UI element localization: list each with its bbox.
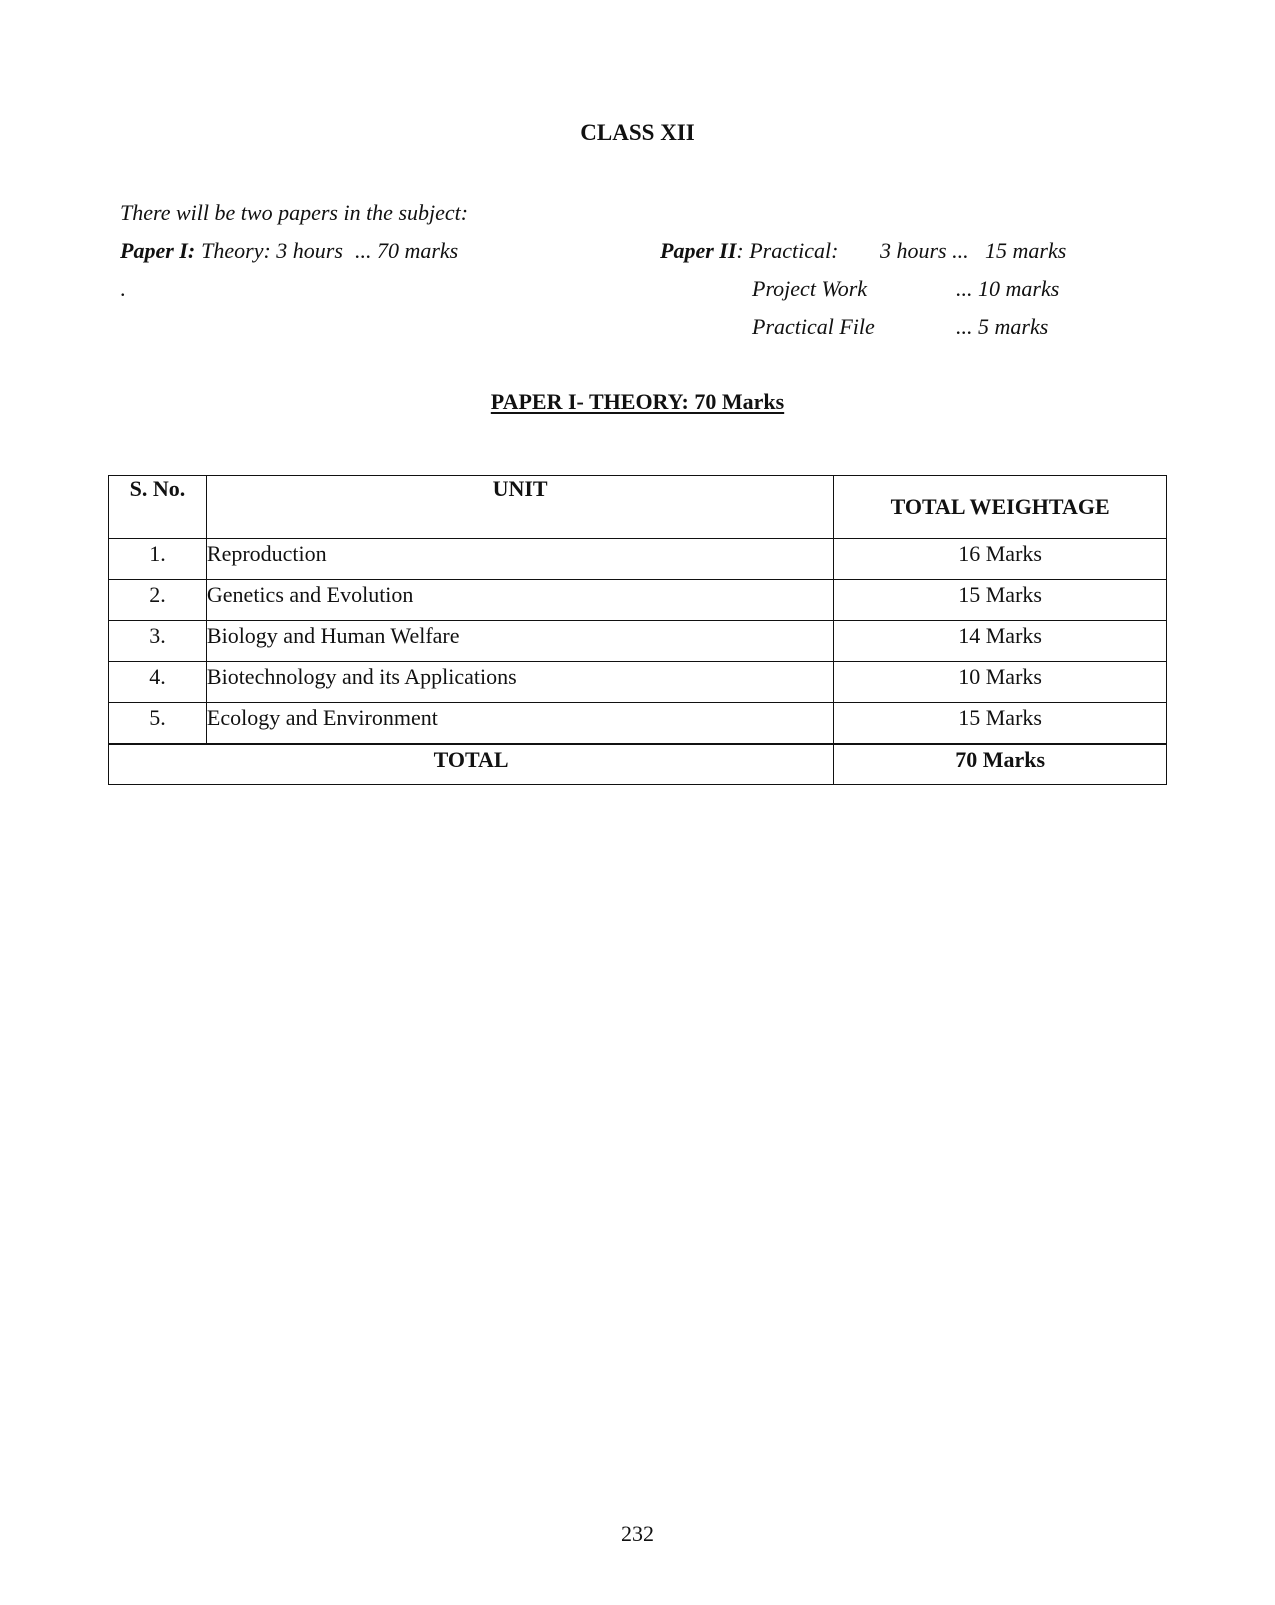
intro-text: There will be two papers in the subject: [120, 200, 469, 225]
theory-heading: PAPER I- THEORY: 70 Marks [490, 389, 785, 414]
paper-1-label: Paper I: [120, 238, 196, 263]
row-weightage: 16 Marks [834, 539, 1167, 580]
paper-2-line [660, 238, 838, 264]
table-row [109, 539, 1167, 580]
table-row [109, 580, 1167, 621]
paper-2-duration: 3 hours ... [880, 238, 969, 263]
practical-file-label: Practical File [752, 314, 875, 339]
paper-1-detail: Theory: 3 hours [201, 238, 343, 263]
row-sno: 4. [109, 662, 207, 703]
page-number: 232 [621, 1521, 654, 1546]
stray-dot: . [120, 276, 126, 301]
row-weightage: 14 Marks [834, 621, 1167, 662]
row-weightage: 15 Marks [834, 580, 1167, 621]
paper-1-line [120, 238, 458, 264]
row-weightage: 10 Marks [834, 662, 1167, 703]
page-heading: CLASS XII [580, 120, 695, 145]
row-unit: Biology and Human Welfare [206, 621, 833, 662]
row-weightage: 15 Marks [834, 703, 1167, 745]
row-sno: 3. [109, 621, 207, 662]
header-unit: UNIT [206, 476, 833, 539]
paper-1-marks: ... 70 marks [354, 238, 459, 263]
header-sno: S. No. [109, 476, 207, 539]
project-work-label: Project Work [752, 276, 868, 301]
row-sno: 2. [109, 580, 207, 621]
row-unit: Ecology and Environment [206, 703, 833, 745]
units-table [108, 475, 1167, 785]
row-unit: Genetics and Evolution [206, 580, 833, 621]
practical-file-marks: ... 5 marks [956, 314, 1049, 339]
row-sno: 5. [109, 703, 207, 745]
row-sno: 1. [109, 539, 207, 580]
project-work-marks: ... 10 marks [956, 276, 1060, 301]
row-unit: Reproduction [206, 539, 833, 580]
paper-2-marks: 15 marks [985, 238, 1067, 263]
table-row [109, 621, 1167, 662]
table-row [109, 662, 1167, 703]
paper-2-detail: : Practical: [736, 238, 839, 263]
total-label: TOTAL [109, 744, 834, 785]
row-unit: Biotechnology and its Applications [206, 662, 833, 703]
header-weightage: TOTAL WEIGHTAGE [834, 476, 1167, 539]
table-row [109, 703, 1167, 745]
total-value: 70 Marks [834, 744, 1167, 785]
total-row [109, 744, 1167, 785]
paper-2-label: Paper II [660, 238, 737, 263]
table-header-row [109, 476, 1167, 539]
